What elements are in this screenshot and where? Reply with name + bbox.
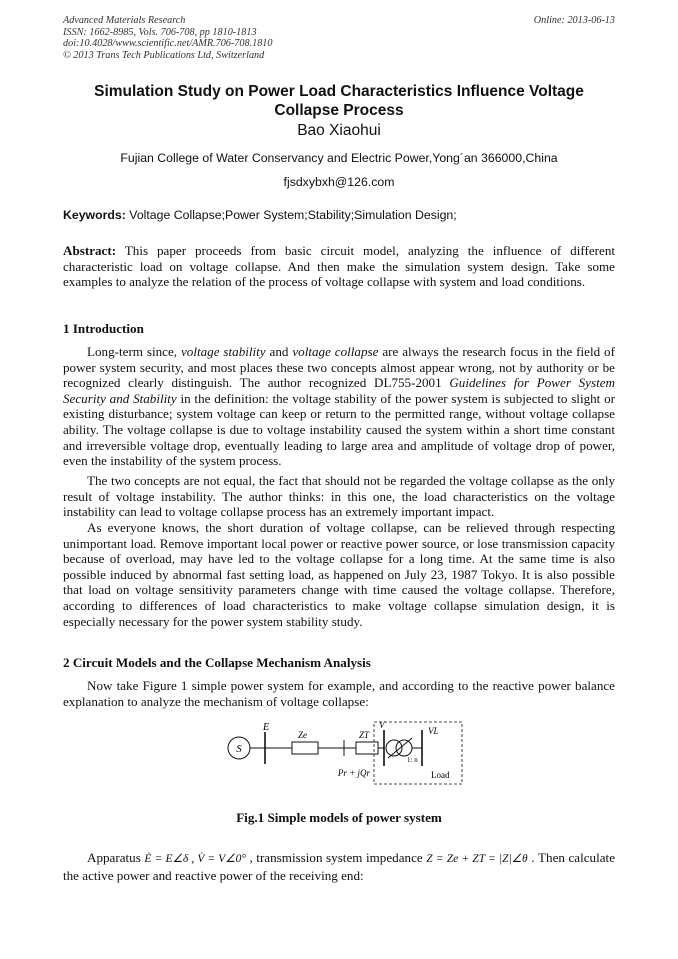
p2-text-b: , transmission system impedance xyxy=(249,850,423,865)
term-voltage-collapse: voltage collapse xyxy=(292,344,379,359)
p2-text-c: . Then calculate the active power and reactive power of the receiving end: xyxy=(63,850,616,883)
load-label: Load xyxy=(431,770,450,780)
paper-title: Simulation Study on Power Load Characteristics Influence Voltage Collapse Process xyxy=(94,83,584,119)
circuit-diagram xyxy=(224,718,464,788)
term-voltage-stability: voltage stability xyxy=(180,344,266,359)
keywords xyxy=(63,208,615,222)
zt-label: ZT xyxy=(359,730,370,740)
section1-paragraph-1 xyxy=(63,344,615,469)
p1-text-c: in the definition: the voltage stability of the power system is subjected to slight or existing disturbance; system voltage can keep or return to the permitted range, without voltage collapse ability. The voltage collapse is due to voltage instability caused the system within a short time constant and irreversible voltage drop, eventually leading to large area and amplitude of voltage drop of power, even the instability of the system process. xyxy=(63,390,615,469)
p2-text-a: Apparatus xyxy=(87,850,141,865)
power-label: Pr + jQr xyxy=(337,768,370,778)
keywords-text: Voltage Collapse;Power System;Stability;Simulation Design; xyxy=(129,208,457,222)
copyright-line: © 2013 Trans Tech Publications Ltd, Switzerland xyxy=(63,49,265,61)
figure-caption: Fig.1 Simple models of power system xyxy=(236,810,442,825)
voltage-e-label: E xyxy=(263,722,270,733)
online-date: Online: 2013-06-13 xyxy=(533,15,615,26)
section1-paragraph-2: The two concepts are not equal, the fact that should not be regarded the voltage collapse as the only result of voltage instability. The author thinks: in this one, the load characteristics on the voltage instability can lead to voltage collapse process has an extremely important impact. xyxy=(63,473,615,520)
section1-paragraph-3: As everyone knows, the short duration of voltage collapse, can be relieved through respecting unimportant load. Remove important local power or reactive power source, or lose transmission capacity because of overload, may have led to the voltage collapse for a long time. At the same time is also possible induced by abnormal fast setting load, as happened on July 23, 1987 Tokyo. It is also possible that load on voltage sensitivity parameters change with time caused the voltage collapse. Therefore, according to differences of load characteristics to make voltage collapse simulation design, it is especially necessary for the power system stability study. xyxy=(63,520,615,629)
p1-text-and: and xyxy=(269,344,289,359)
keywords-label: Keywords: xyxy=(63,208,126,222)
author-affiliation: Fujian College of Water Conservancy and Electric Power,Yong´an 366000,China xyxy=(120,151,558,165)
guideline-title: Guidelines for Power System Security and Stability xyxy=(63,375,615,406)
journal-name: Advanced Materials Research xyxy=(63,15,186,26)
section1-heading: 1 Introduction xyxy=(63,321,144,336)
author-name: Bao Xiaohui xyxy=(297,122,381,139)
issn-line: ISSN: 1662-8985, Vols. 706-708, pp 1810-1813 xyxy=(63,26,257,38)
voltage-vl-label: VL xyxy=(428,726,439,736)
impedance-zt xyxy=(356,742,378,754)
doi-line: doi:10.4028/www.scientific.net/AMR.706-708.1810 xyxy=(63,38,273,49)
section2-paragraph-2 xyxy=(63,850,615,883)
p1-text-b: are always the research focus in the field of power system security, and most places these two concepts almost appear wrong, not by authority or be recognized clearly distinguish. The author recognized DL755-2001 xyxy=(63,344,615,391)
abstract-text: This paper proceeds from basic circuit model, analyzing the influence of different characteristic load on voltage collapse. And then make the simulation system design. Take some examples to analyze the relation of the process of voltage collapse with system and load conditions. xyxy=(63,243,616,290)
equation-impedance: Z = Ze + ZT = |Z|∠θ xyxy=(426,853,528,865)
ze-label: Ze xyxy=(298,730,307,740)
p1-text-a: Long-term since, xyxy=(87,344,178,359)
abstract xyxy=(63,243,615,290)
ratio-label: 1: n xyxy=(407,756,418,764)
voltage-v-label: V xyxy=(379,720,385,730)
transformer-coil-2 xyxy=(396,740,412,756)
impedance-ze xyxy=(292,742,318,754)
equation-apparatus: Ė = E∠δ , V̇ = V∠0° xyxy=(144,853,246,865)
journal-header xyxy=(63,15,615,61)
source-label: S xyxy=(236,743,242,755)
abstract-label: Abstract: xyxy=(63,243,117,258)
section2-paragraph-1: Now take Figure 1 simple power system for example, and according to the reactive power balance explanation to analyze the mechanism of voltage collapse: xyxy=(63,678,615,709)
author-email: fjsdxybxh@126.com xyxy=(283,175,395,189)
section2-heading: 2 Circuit Models and the Collapse Mechanism Analysis xyxy=(63,655,371,670)
